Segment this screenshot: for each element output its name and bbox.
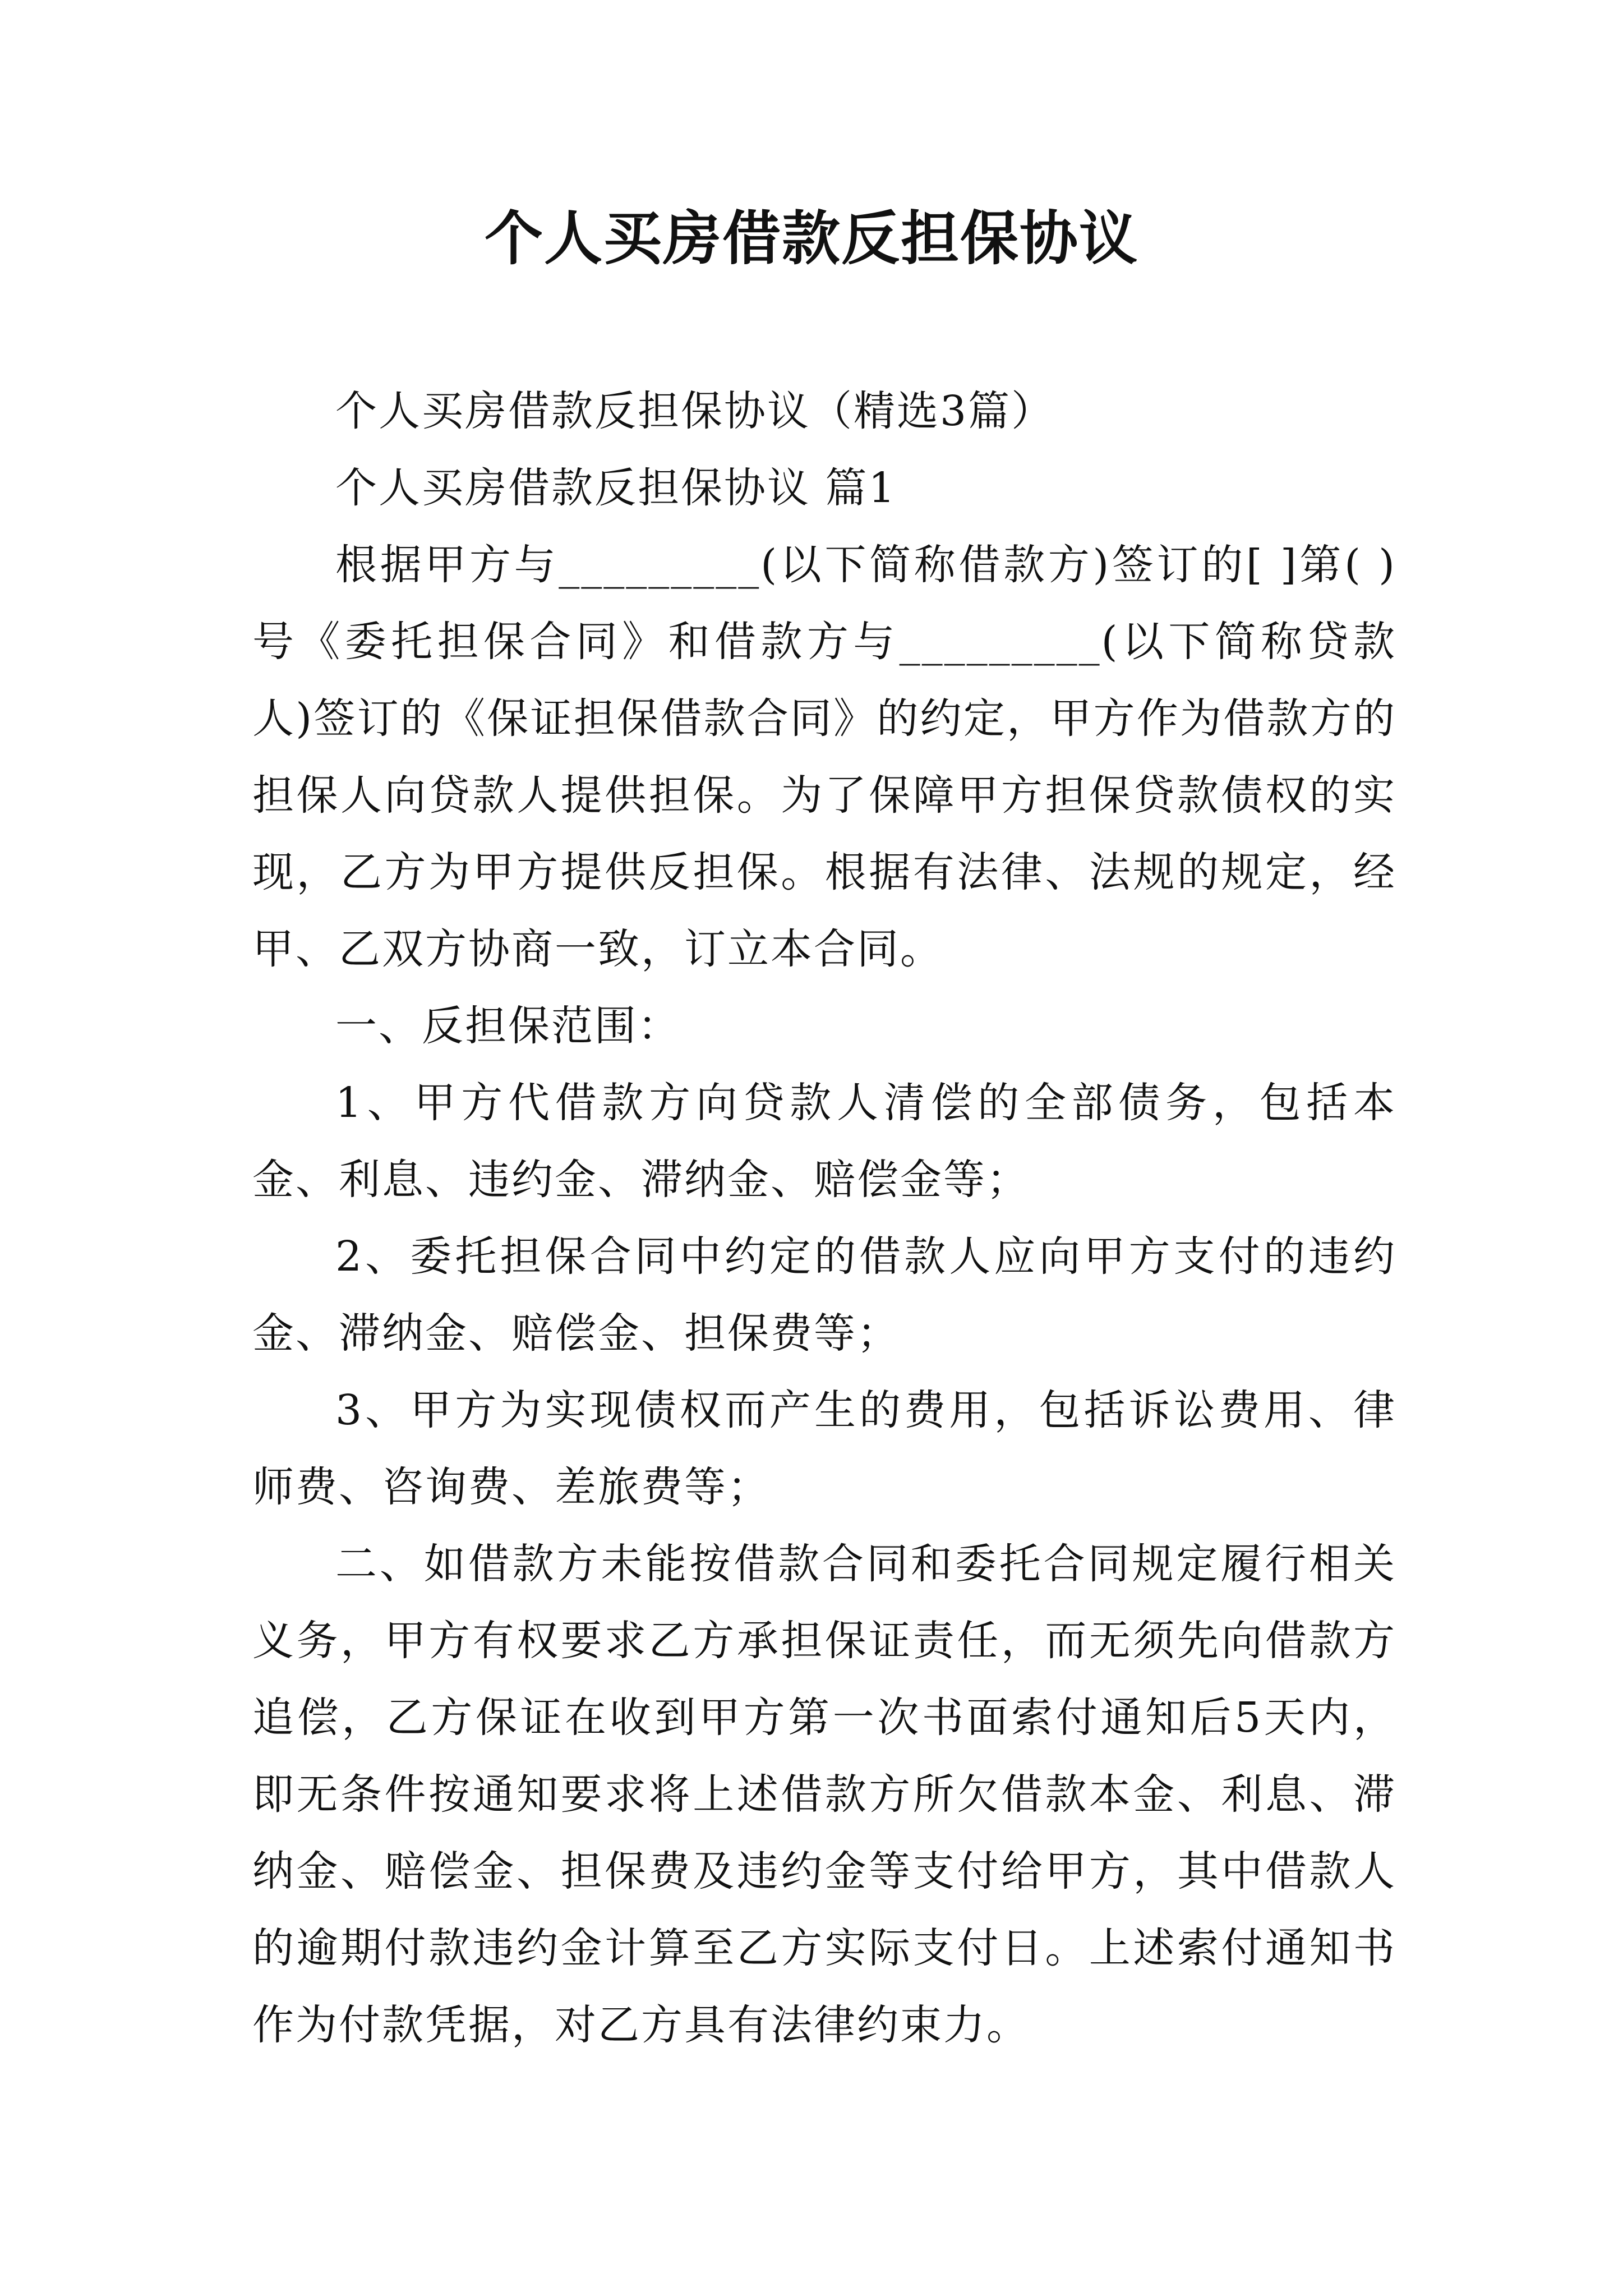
preamble-paragraph: 根据甲方与_________(以下简称借款方)签订的[ ]第( )号《委托担保合同》和借款方与_________(以下简称贷款人)签订的《保证担保借款合同》的约定，甲方作为借款方的担保人向贷款人提供担保。为了保障甲方担保贷款债权的实现，乙方为甲方提供反担保。根据有法律、法规的规定，经甲、乙双方协商一致，订立本合同。 [252, 541, 1396, 973]
scope-item-3: 3、甲方为实现债权而产生的费用，包括诉讼费用、律师费、咨询费、差旅费等； [252, 1386, 1396, 1511]
subtitle-paragraph: 个人买房借款反担保协议（精选3篇） [335, 387, 1055, 435]
clause-heading-scope: 一、反担保范围： [335, 1002, 681, 1050]
document-body [252, 373, 1396, 2064]
section-heading-paragraph: 个人买房借款反担保协议 篇1 [335, 464, 897, 512]
document-title: 个人买房借款反担保协议 [484, 204, 1138, 273]
clause-2-paragraph: 二、如借款方未能按借款合同和委托合同规定履行相关义务，甲方有权要求乙方承担保证责任，而无须先向借款方追偿，乙方保证在收到甲方第一次书面索付通知后5天内，即无条件按通知要求将上述借款方所欠借款本金、利息、滞纳金、赔偿金、担保费及违约金等支付给甲方，其中借款人的逾期付款违约金计算至乙方实际支付日。上述索付通知书作为付款凭据，对乙方具有法律约束力。 [252, 1540, 1396, 2049]
scope-item-1: 1、甲方代借款方向贷款人清偿的全部债务，包括本金、利息、违约金、滞纳金、赔偿金等； [252, 1079, 1396, 1204]
scope-item-2: 2、委托担保合同中约定的借款人应向甲方支付的违约金、滞纳金、赔偿金、担保费等； [252, 1232, 1396, 1358]
